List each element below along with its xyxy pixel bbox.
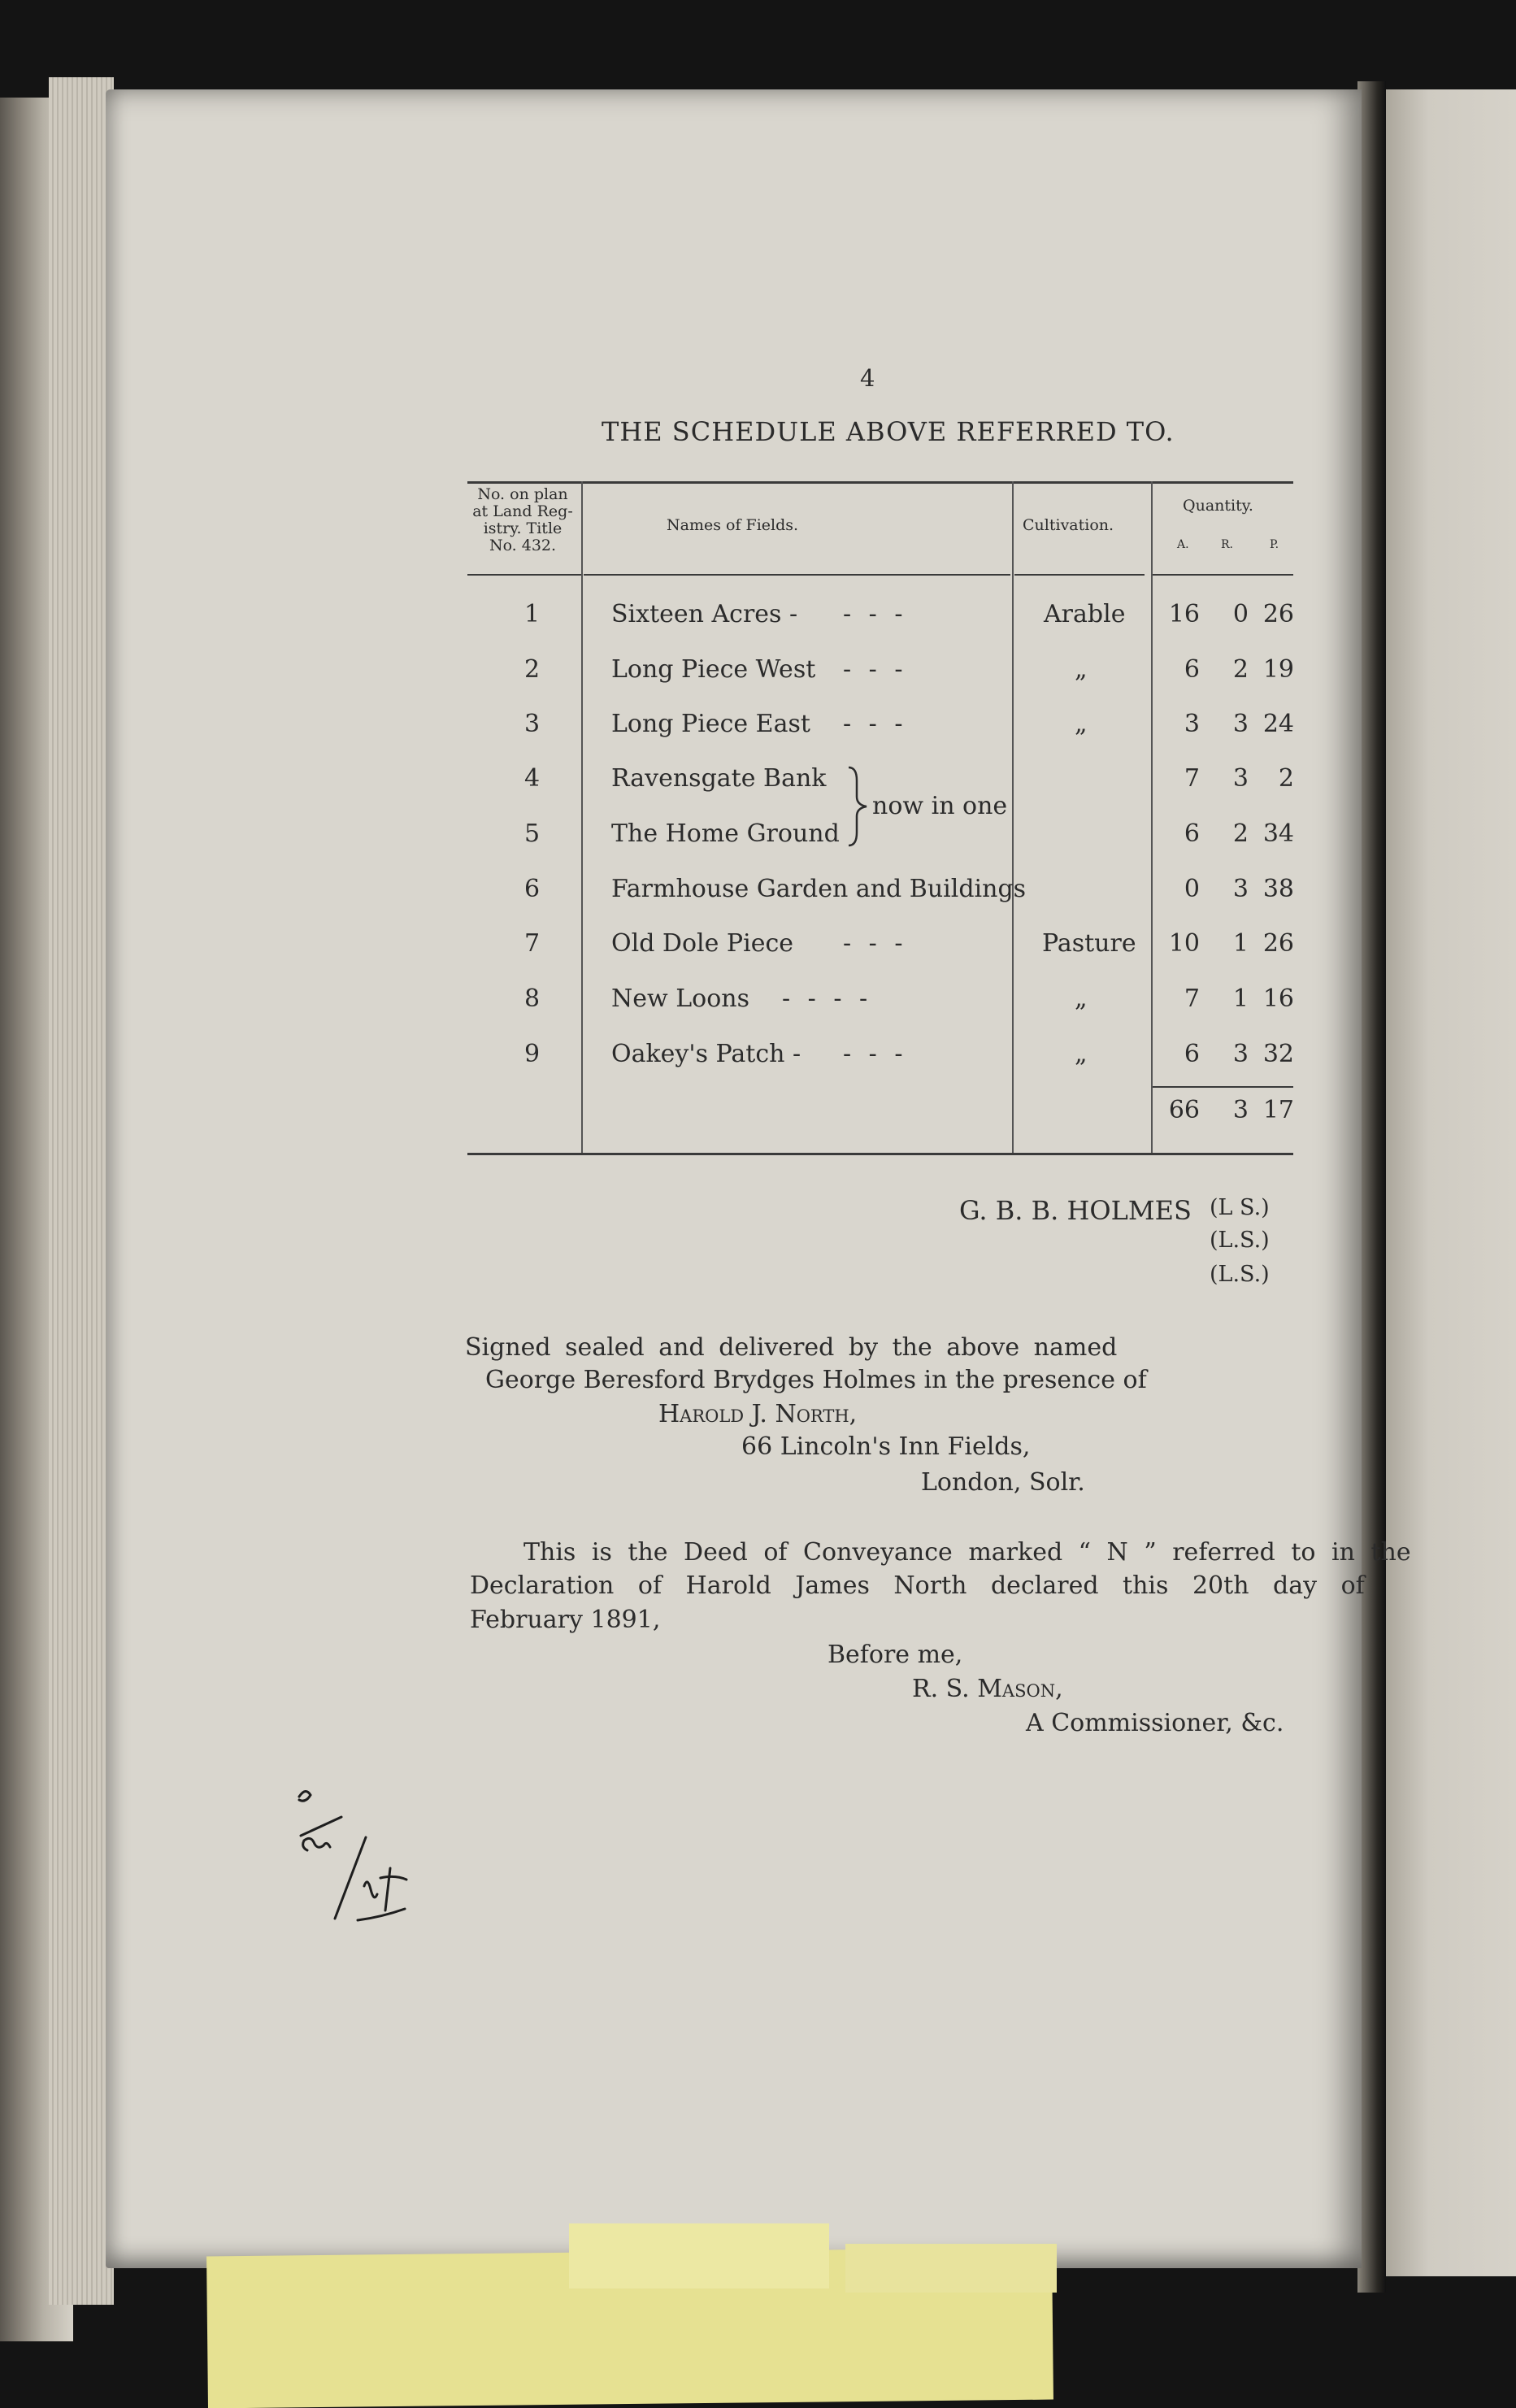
cultivation: „ xyxy=(1075,655,1088,684)
total-roods: 3 xyxy=(1232,1096,1249,1124)
roods-value: 3 xyxy=(1232,764,1249,793)
field-name: Long Piece West xyxy=(611,655,816,684)
acres-value: 16 xyxy=(1168,600,1200,628)
acres-value: 10 xyxy=(1168,929,1200,958)
field-name: Sixteen Acres - xyxy=(611,600,798,628)
plan-number: 9 xyxy=(524,1040,541,1068)
brace-icon xyxy=(845,766,873,847)
header-underline xyxy=(1153,574,1293,576)
plan-number: 7 xyxy=(524,929,541,958)
witness-city: London, Solr. xyxy=(921,1468,1085,1497)
perches-value: 38 xyxy=(1262,875,1294,903)
table-top-rule xyxy=(467,481,1293,484)
attestation-line: George Beresford Brydges Holmes in the presence of xyxy=(485,1366,1147,1394)
handwritten-initials xyxy=(276,1772,439,1943)
plan-number: 4 xyxy=(524,764,541,793)
column-header-acres: A. xyxy=(1177,538,1189,551)
field-name: Ravensgate Bank xyxy=(611,764,827,793)
column-divider xyxy=(581,481,583,1153)
field-name: New Loons xyxy=(611,984,749,1013)
declaration-line: February 1891, xyxy=(470,1606,661,1634)
cultivation: Pasture xyxy=(1042,929,1136,958)
perches-value: 26 xyxy=(1262,929,1294,958)
plan-number: 5 xyxy=(524,819,541,848)
page-number: 4 xyxy=(860,364,875,392)
yellow-paper-slip-tab xyxy=(569,2223,829,2288)
field-name: Farmhouse Garden and Buildings xyxy=(611,875,1027,903)
seal-mark: (L S.) xyxy=(1210,1195,1270,1220)
witness-address: 66 Lincoln's Inn Fields, xyxy=(741,1432,1031,1461)
seal-mark: (L.S.) xyxy=(1210,1228,1270,1253)
field-name: The Home Ground xyxy=(611,819,840,848)
acres-value: 7 xyxy=(1184,764,1200,793)
leader-dashes: - - - xyxy=(843,710,903,738)
roods-value: 0 xyxy=(1232,600,1249,628)
roods-value: 3 xyxy=(1232,1040,1249,1068)
field-name: Oakey's Patch - xyxy=(611,1040,801,1068)
roods-value: 3 xyxy=(1232,710,1249,738)
roods-value: 3 xyxy=(1232,875,1249,903)
leader-dashes: - - - xyxy=(843,929,903,958)
perches-value: 32 xyxy=(1262,1040,1294,1068)
cultivation: „ xyxy=(1075,710,1088,738)
roods-value: 1 xyxy=(1232,929,1249,958)
column-header-names: Names of Fields. xyxy=(667,516,799,534)
field-name: Long Piece East xyxy=(611,710,810,738)
header-underline xyxy=(584,574,1010,576)
total-perches: 17 xyxy=(1262,1096,1294,1124)
perches-value: 26 xyxy=(1262,600,1294,628)
perches-value: 34 xyxy=(1262,819,1294,848)
before-me: Before me, xyxy=(828,1641,963,1669)
seal-mark: (L.S.) xyxy=(1210,1262,1270,1287)
signatory-name: G. B. B. HOLMES xyxy=(959,1195,1192,1226)
leader-dashes: - - - xyxy=(843,1040,903,1068)
acres-value: 6 xyxy=(1184,655,1200,684)
field-name: Old Dole Piece xyxy=(611,929,794,958)
book-gutter xyxy=(1357,81,1386,2293)
column-divider xyxy=(1012,481,1014,1153)
perches-value: 19 xyxy=(1262,655,1294,684)
column-header-plan-no: No. on plan at Land Reg-istry. Title No. 432. xyxy=(472,485,573,554)
plan-number: 1 xyxy=(524,600,541,628)
cultivation: „ xyxy=(1075,984,1088,1013)
total-acres: 66 xyxy=(1168,1096,1200,1124)
commissioner-name: R. S. Mason, xyxy=(912,1675,1063,1703)
perches-value: 24 xyxy=(1262,710,1294,738)
page-stack-edge xyxy=(49,77,114,2305)
roods-value: 2 xyxy=(1232,819,1249,848)
plan-number: 2 xyxy=(524,655,541,684)
roods-value: 2 xyxy=(1232,655,1249,684)
facing-page xyxy=(1382,89,1516,2276)
yellow-paper-slip-tab xyxy=(845,2244,1057,2293)
perches-value: 2 xyxy=(1278,764,1294,793)
acres-value: 7 xyxy=(1184,984,1200,1013)
cultivation: Arable xyxy=(1044,600,1126,628)
acres-value: 3 xyxy=(1184,710,1200,738)
declaration-line: Declaration of Harold James North declared this 20th day of xyxy=(470,1571,1365,1600)
roods-value: 1 xyxy=(1232,984,1249,1013)
plan-number: 8 xyxy=(524,984,541,1013)
leader-dashes: - - - xyxy=(843,600,903,628)
perches-value: 16 xyxy=(1262,984,1294,1013)
plan-number: 3 xyxy=(524,710,541,738)
brace-note: now in one xyxy=(872,792,1008,820)
commissioner-title: A Commissioner, &c. xyxy=(1026,1709,1284,1737)
column-header-perches: P. xyxy=(1270,538,1279,551)
column-header-quantity: Quantity. xyxy=(1183,497,1253,515)
table-bottom-rule xyxy=(467,1153,1293,1155)
page-title: THE SCHEDULE ABOVE REFERRED TO. xyxy=(602,416,1175,447)
header-underline xyxy=(1014,574,1145,576)
column-divider xyxy=(1151,481,1153,1153)
witness-name: Harold J. North, xyxy=(658,1400,858,1428)
total-rule xyxy=(1153,1086,1293,1088)
plan-number: 6 xyxy=(524,875,541,903)
header-underline xyxy=(467,574,581,576)
declaration-line: This is the Deed of Conveyance marked “ N ” referred to in the xyxy=(523,1538,1411,1567)
acres-value: 6 xyxy=(1184,819,1200,848)
cultivation: „ xyxy=(1075,1040,1088,1068)
column-header-cultivation: Cultivation. xyxy=(1023,516,1114,534)
acres-value: 0 xyxy=(1184,875,1200,903)
leader-dashes: - - - xyxy=(843,655,903,684)
column-header-roods: R. xyxy=(1221,538,1233,551)
acres-value: 6 xyxy=(1184,1040,1200,1068)
leader-dashes: - - - - xyxy=(782,984,868,1013)
attestation-line: Signed sealed and delivered by the above named xyxy=(465,1333,1118,1362)
